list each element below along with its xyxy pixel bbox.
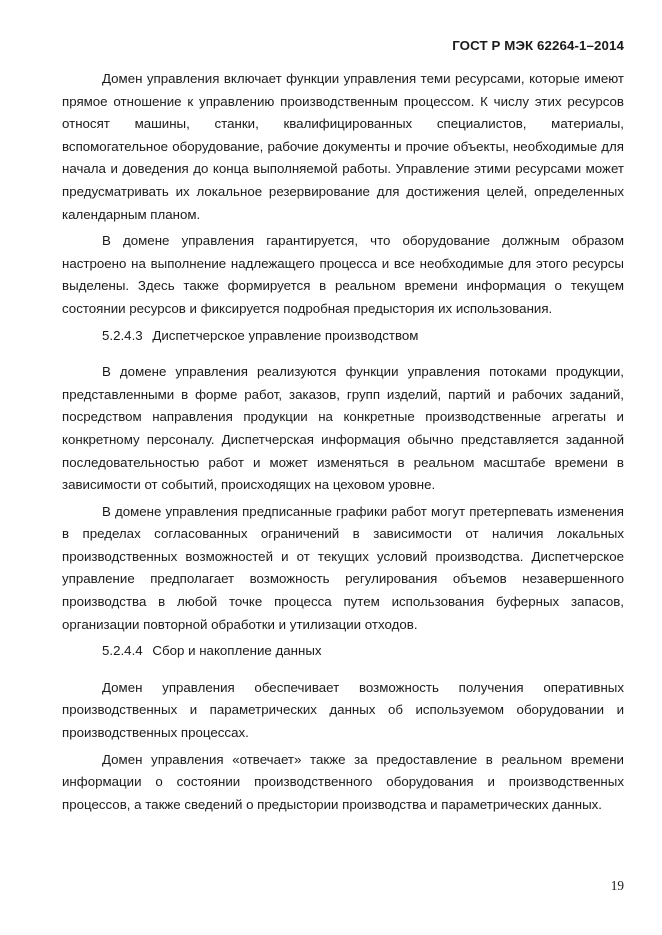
section-title: Сбор и накопление данных	[152, 643, 322, 659]
paragraph-dispatching-functions: В домене управления реализуются функции управления потоками продукции, представленными в форме работ, заказов, групп изделий, партий и рабочих заданий, посредством направления продукции на конкретные производственные агрегаты и конкретному персоналу. Диспетчерская информация обычно представляется заданной последовательностью работ и может изменяться в реальном масштабе времени в зависимости от событий, происходящих на цеховом уровне.	[62, 364, 624, 493]
section-heading-data-collection	[62, 640, 624, 663]
paragraph-realtime-information: Домен управления «отвечает» также за предоставление в реальном времени информации о состоянии производственного оборудования и производственных процессов, а также сведений о предыстории производства и параметрических данных.	[62, 751, 624, 812]
paragraph-schedule-changes: В домене управления предписанные графики работ могут претерпевать изменения в пределах согласованных ограничений в зависимости от наличия локальных производственных возможностей и от текущих условий производства. Диспетчерское управление предполагает возможность регулирования объемов незавершенного производства в любой точке процесса путем использования буферных запасов, организации повторной обработки и утилизации отходов.	[62, 503, 624, 632]
page-number: 19	[610, 878, 624, 893]
document-header-standard-id: ГОСТ Р МЭК 62264-1–2014	[452, 38, 624, 53]
section-number: 5.2.4.3	[102, 327, 143, 343]
paragraph-data-acquisition: Домен управления обеспечивает возможность получения оперативных производственных и параметрических данных об используемом оборудовании и производственных процессах.	[62, 679, 624, 741]
section-heading-dispatching	[62, 325, 624, 348]
paragraph-control-domain-resources: Домен управления включает функции управления теми ресурсами, которые имеют прямое отношение к управлению производственным процессом. К числу этих ресурсов относят машины, станки, квалифицированных специалистов, материалы, вспомогательное оборудование, рабочие документы и прочие объекты, необходимые для начала и доведения до конца выполняемой работы. Управление этими ресурсами может предусматривать их локальное резервирование для достижения целей, определенных календарным планом.	[62, 71, 624, 222]
paragraph-equipment-configuration: В домене управления гарантируется, что оборудование должным образом настроено на выполнение надлежащего процесса и все необходимые для этого ресурсы выделены. Здесь также формируется в реальном времени информация о текущем состоянии ресурсов и фиксируется подробная предыстория их использования.	[62, 233, 624, 316]
document-body	[62, 68, 624, 816]
section-title: Диспетчерское управление производством	[152, 327, 419, 343]
section-number: 5.2.4.4	[102, 643, 143, 659]
